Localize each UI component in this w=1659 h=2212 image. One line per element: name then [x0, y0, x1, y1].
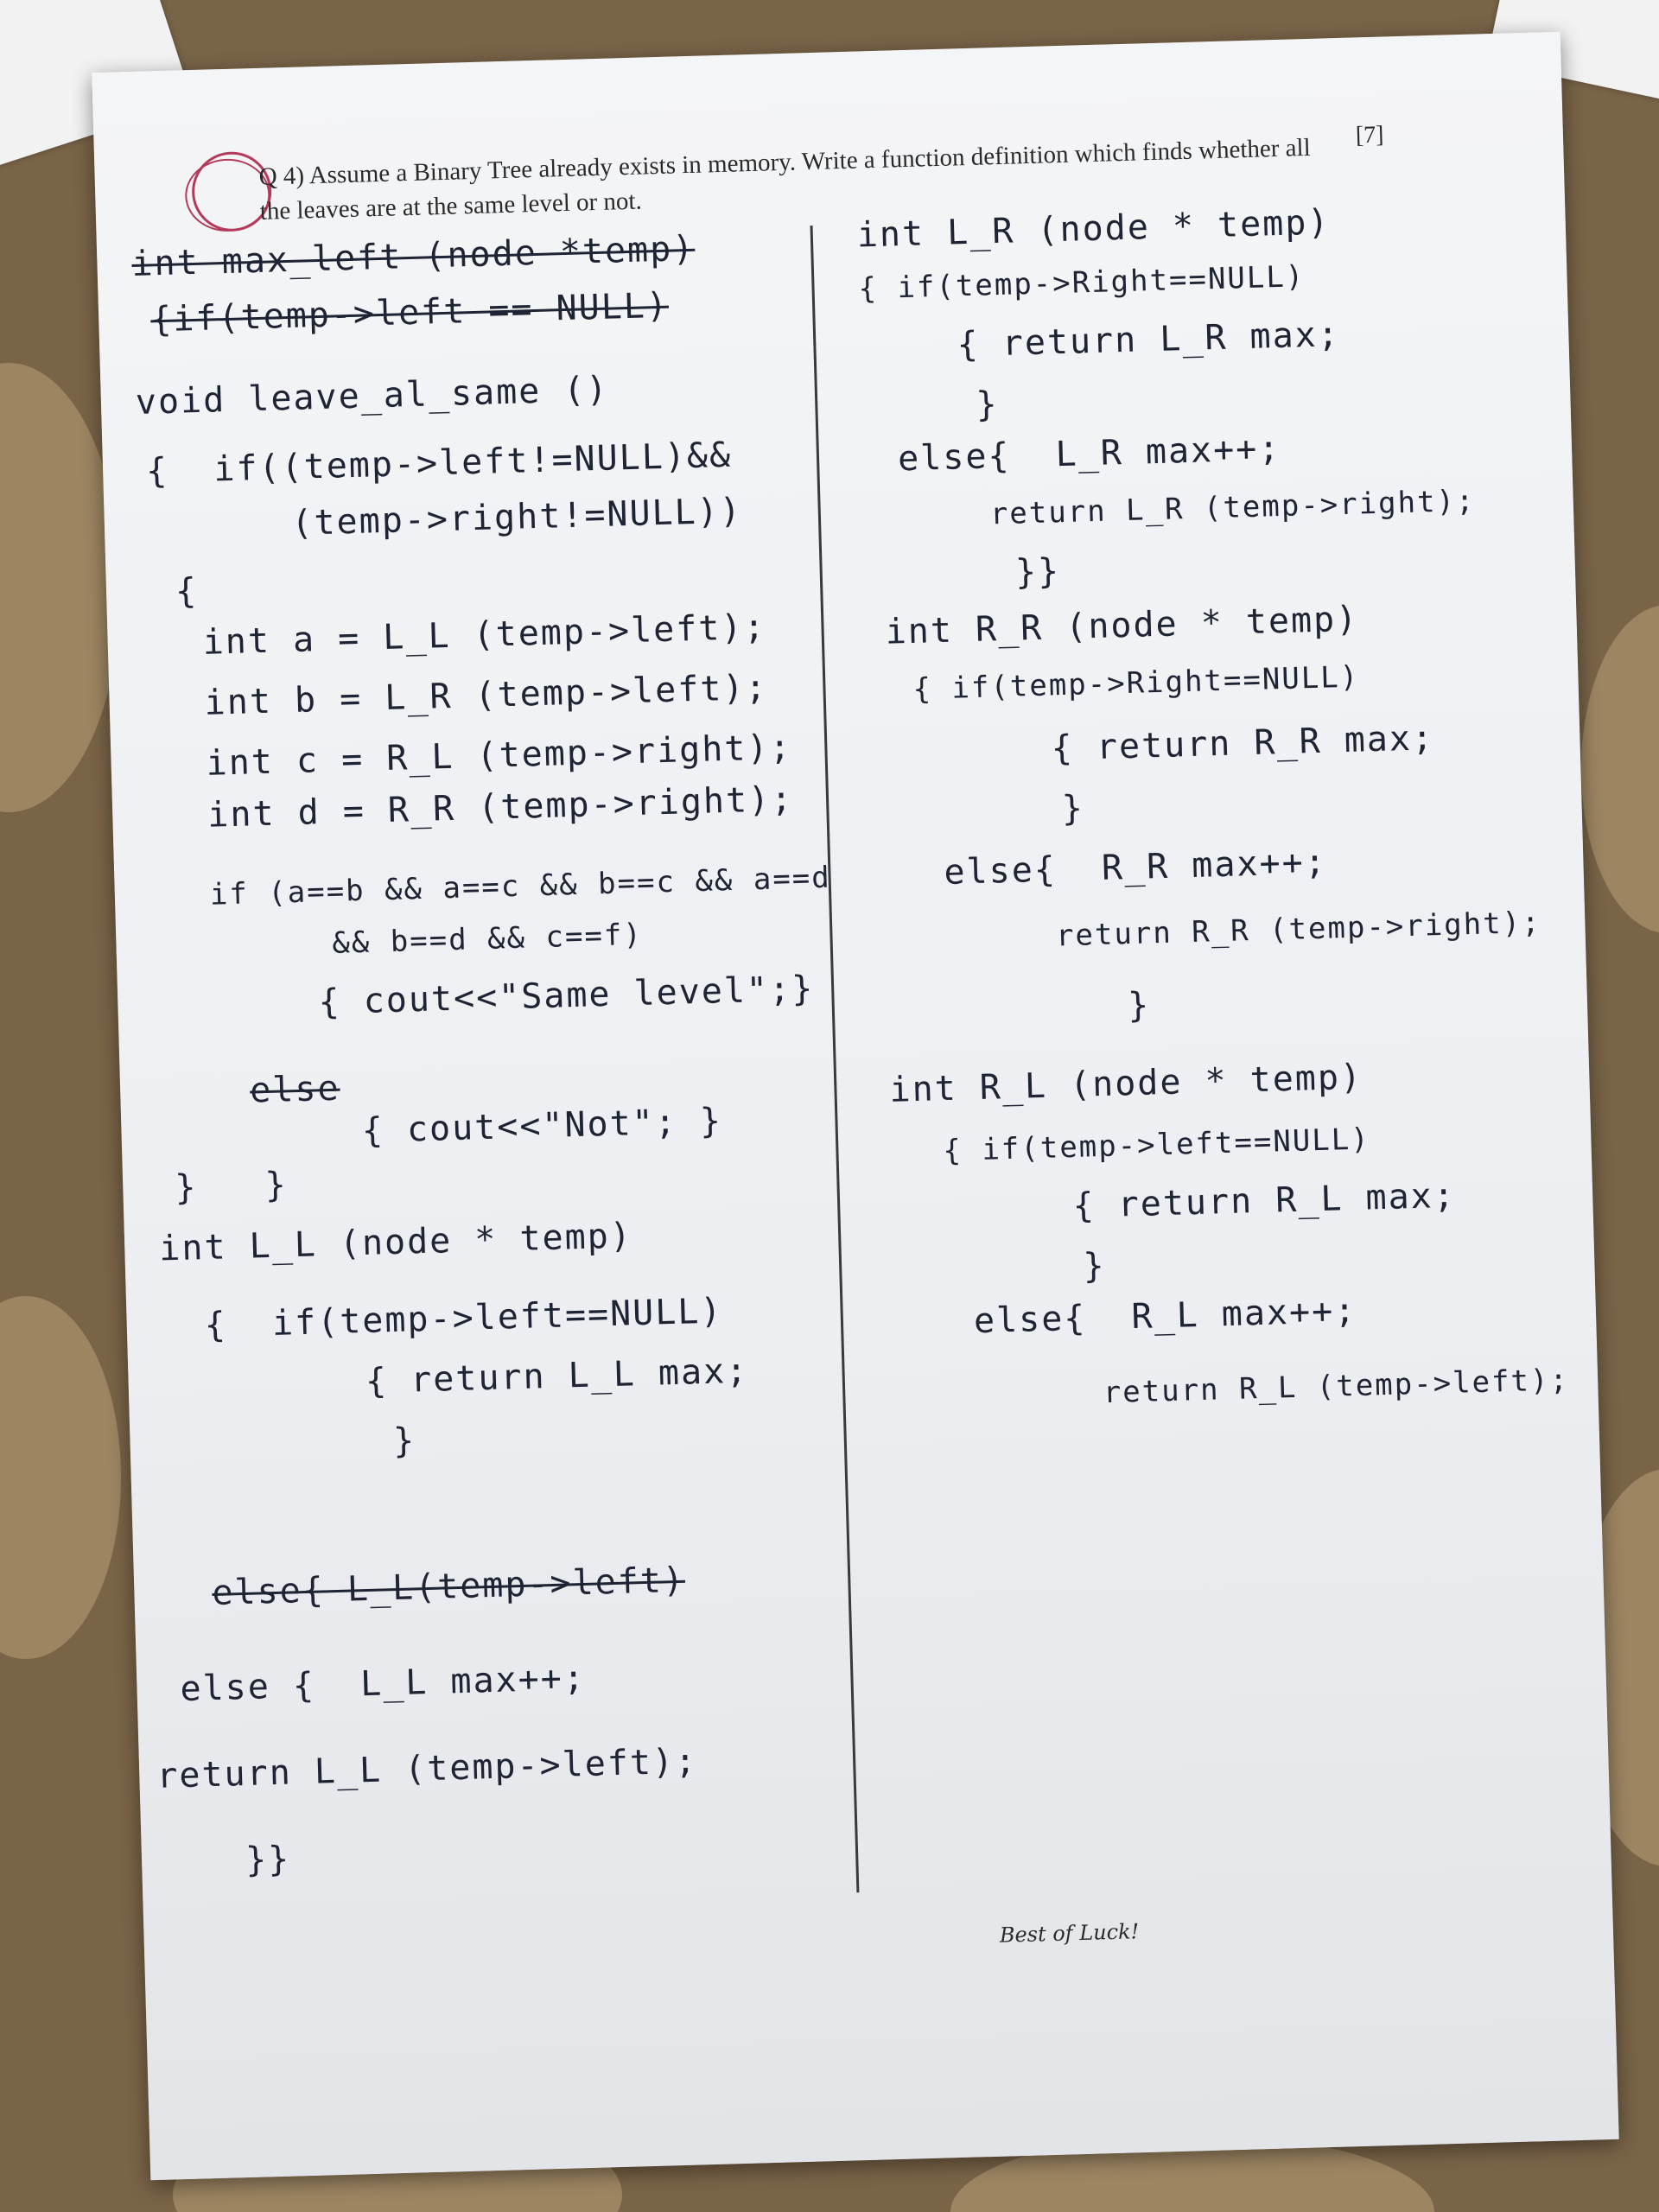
handwritten-line: if (a==b && a==c && b==c && a==d [209, 860, 832, 912]
handwritten-line: return L_R (temp->right); [950, 483, 1476, 533]
handwritten-line: else{ L_R max++; [897, 428, 1281, 480]
handwritten-line: { if(temp->left==NULL) [942, 1122, 1371, 1169]
handwritten-line: { cout<<"Same level";} [272, 969, 815, 1024]
handwritten-line: int a = L_L (temp->left); [202, 607, 767, 663]
handwritten-line: } [1014, 1245, 1107, 1288]
question-number: Q 4) [258, 162, 305, 191]
handwritten-line: int b = L_R (temp->left); [204, 667, 769, 723]
handwritten-line: return R_R (temp->right); [997, 905, 1542, 956]
handwritten-line: else{ R_R max++; [943, 842, 1328, 893]
fabric-pattern [1581, 605, 1659, 933]
handwritten-line: { if(temp->Right==NULL) [912, 659, 1360, 707]
handwritten-line: } [993, 788, 1085, 831]
handwritten-line: else { L_L max++; [179, 1657, 587, 1710]
handwritten-line: return L_L (temp->left); [156, 1741, 698, 1796]
handwritten-line: }} [245, 1839, 291, 1881]
handwritten-line: int c = R_L (temp->right); [206, 727, 793, 784]
handwritten-line: void leave_al_same () [135, 369, 610, 423]
handwritten-line: int R_L (node * temp) [888, 1057, 1363, 1110]
handwritten-line: else [249, 1068, 341, 1111]
handwritten-line: } } [174, 1165, 289, 1209]
handwritten-line: int d = R_R (temp->right); [207, 779, 794, 836]
handwritten-line: { return L_L max; [275, 1351, 749, 1404]
handwritten-line: { if(temp->left==NULL) [204, 1291, 724, 1346]
handwritten-line: { return L_R max; [911, 315, 1341, 366]
handwritten-line: return R_L (temp->left); [1044, 1363, 1570, 1412]
handwritten-line: int R_R (node * temp) [885, 599, 1359, 652]
handwritten-line: else{ R_L max++; [973, 1290, 1357, 1342]
handwritten-line: int max_left (node *temp) [130, 228, 696, 284]
question-text-2: the leaves are at the same level or not. [259, 187, 643, 226]
handwritten-line: }} [969, 551, 1061, 594]
question-text-1: Assume a Binary Tree already exists in memory. Write a function definition which finds whether all [308, 133, 1312, 190]
handwritten-line: { if((temp->left!=NULL)&& [145, 435, 733, 492]
footer-best-of-luck: Best of Luck! [999, 1919, 1140, 1948]
exam-sheet [92, 32, 1618, 2181]
handwritten-line: (temp->right!=NULL)) [156, 491, 743, 548]
handwritten-line: { cout<<"Not"; } [293, 1101, 723, 1154]
handwritten-line: int L_R (node * temp) [856, 202, 1332, 256]
handwritten-line: } [930, 385, 1000, 427]
handwritten-line: } [302, 1421, 416, 1464]
fabric-pattern [0, 1296, 121, 1659]
handwritten-line: else{ L_L(temp->left) [211, 1560, 686, 1613]
handwritten-line: { return R_R max; [982, 718, 1435, 771]
question-marks: [7] [1355, 121, 1384, 149]
handwritten-line: { return R_L max; [1004, 1175, 1457, 1229]
handwritten-line: { [175, 571, 199, 612]
handwritten-line: {if(temp->left == NULL) [149, 285, 670, 340]
handwritten-line: { if(temp->Right==NULL) [858, 259, 1306, 307]
question-line-1 [258, 134, 1311, 192]
handwritten-line: int L_L (node * temp) [158, 1216, 633, 1269]
handwritten-line: } [1059, 985, 1151, 1028]
column-divider [810, 226, 860, 1892]
handwritten-line: && b==d && c==f) [253, 917, 644, 963]
